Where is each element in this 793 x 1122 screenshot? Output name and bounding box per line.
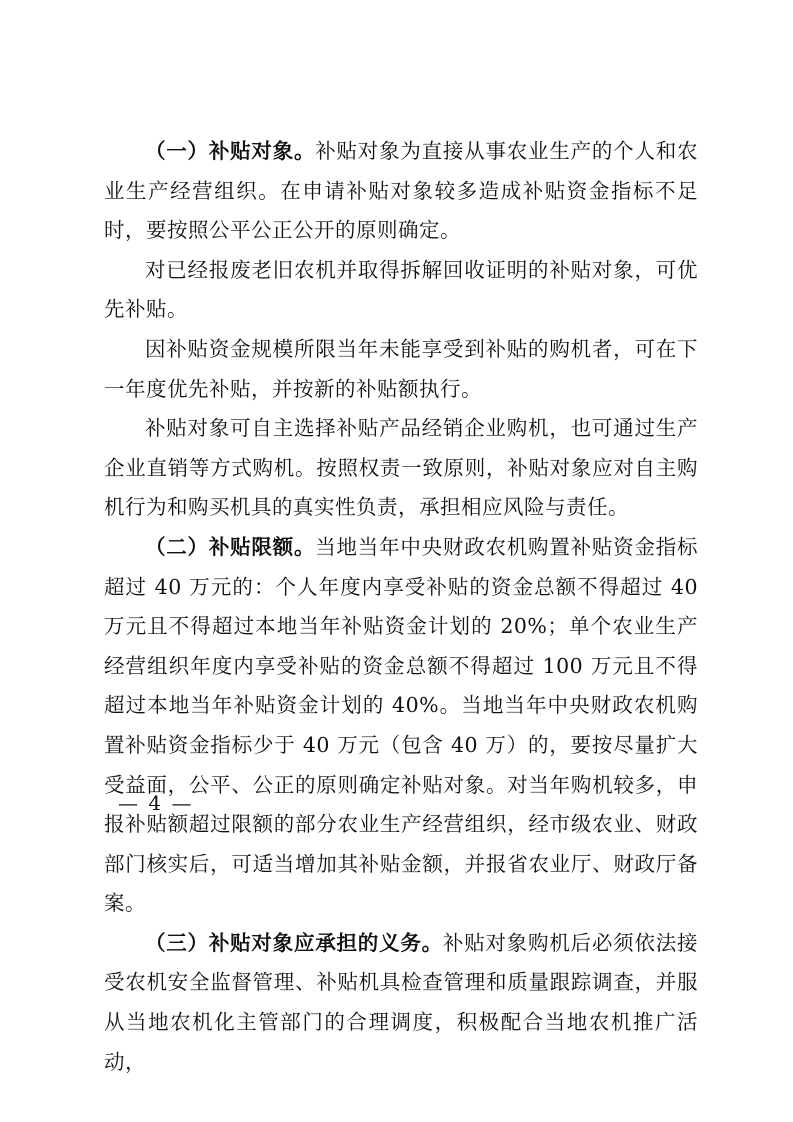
paragraph-text: 补贴对象为直接从事农业生产的个人和农业生产经营组织。在申请补贴对象较多造成补贴资金指标不足时，要按照公平公正公开的原则确定。 — [104, 139, 699, 243]
section-heading: （三）补贴对象应承担的义务。 — [145, 930, 443, 955]
paragraph-text: 补贴对象可自主选择补贴产品经销企业购机，也可通过生产企业直销等方式购机。按照权责一致原则，补贴对象应对自主购机行为和购买机具的真实性负责，承担相应风险与责任。 — [104, 416, 698, 520]
paragraph-purchase-choice — [104, 409, 698, 528]
paragraph-subsidy-limits — [104, 528, 698, 924]
page-number: — 4 — — [118, 791, 194, 815]
section-heading: （二）补贴限额。 — [145, 534, 316, 559]
paragraph-text: 补贴对象购机后必须依法接受农机安全监督管理、补贴机具检查管理和质量跟踪调查，并服从当地农机化主管部门的合理调度，积极配合当地农机推广活动， — [104, 930, 699, 1074]
paragraph-priority-scrapped — [104, 251, 698, 330]
paragraph-text: 因补贴资金规模所限当年未能享受到补贴的购机者，可在下一年度优先补贴，并按新的补贴额执行。 — [104, 336, 698, 401]
paragraph-subsidy-targets — [104, 132, 698, 251]
paragraph-text: 对已经报废老旧农机并取得拆解回收证明的补贴对象，可优先补贴。 — [104, 257, 698, 322]
paragraph-priority-next-year — [104, 330, 698, 409]
paragraph-text: 当地当年中央财政农机购置补贴资金指标超过 40 万元的：个人年度内享受补贴的资金总额不得超过 40 万元且不得超过本地当年补贴资金计划的 20%；单个农业生产经营组织年度内享受补贴的资金总额不得超过 100 万元且不得超过本地当年补贴资金计划的 40%。当地当年中央财政农机购置补贴资金指标少于 40 万元（包含 40 万）的，要按尽量扩大受益面，公平、公正的原则确定补贴对象。对当年购机较多，申报补贴额超过限额的部分农业生产经营组织，经市级农业、财政部门核实后，可适当增加其补贴金额，并报省农业厅、财政厅备案。 — [104, 534, 699, 916]
body-text — [104, 132, 698, 1082]
paragraph-obligations — [104, 924, 698, 1082]
section-heading: （一）补贴对象。 — [145, 139, 316, 163]
